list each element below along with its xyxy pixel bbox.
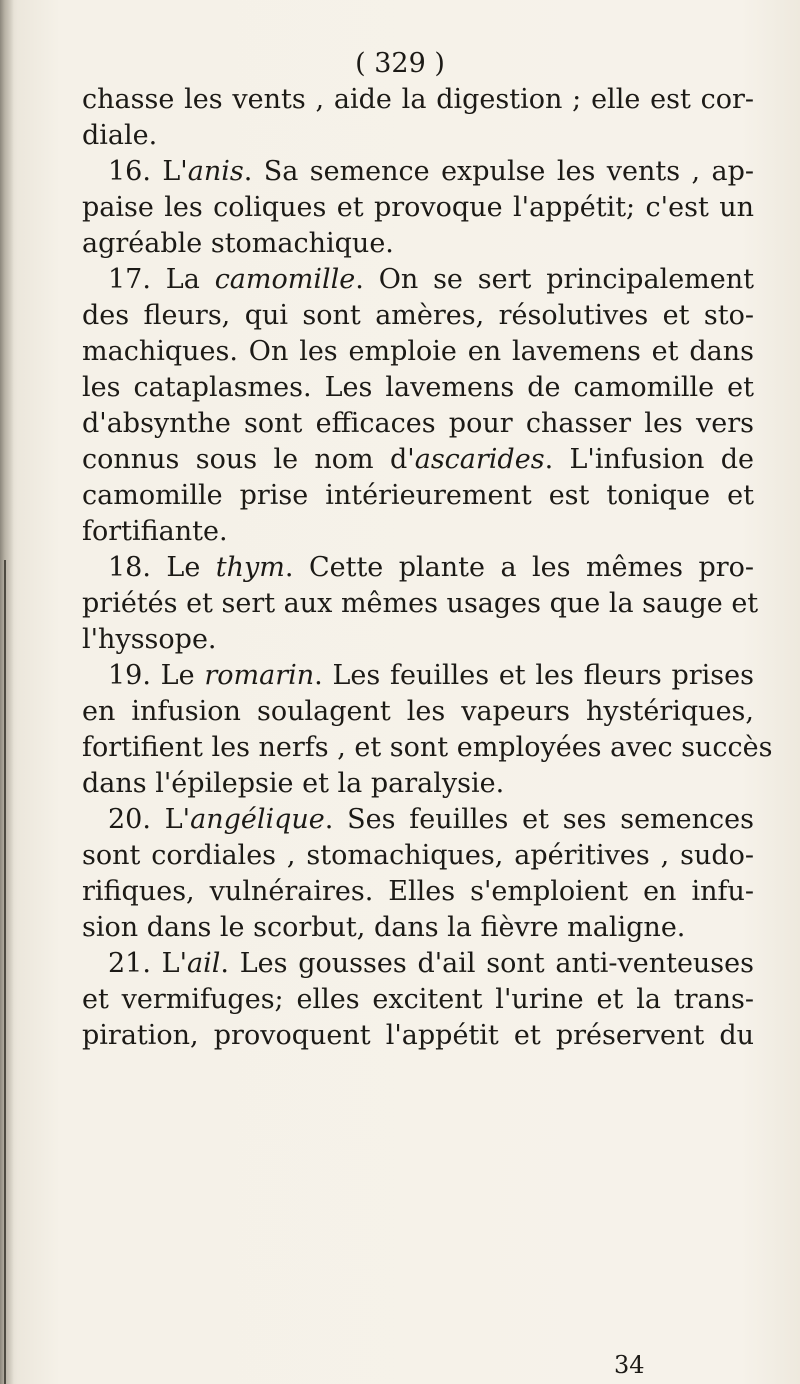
page-number: ( 329 ) <box>355 48 445 79</box>
text-line: piration, provoquent l'appétit et préservent du <box>82 1020 754 1051</box>
text-line: l'hyssope. <box>82 624 217 655</box>
text-line: rifiques, vulnéraires. Elles s'emploient en infu- <box>82 876 754 907</box>
text-line: camomille prise intérieurement est tonique et <box>82 480 754 511</box>
text-line: 16. L'anis. Sa semence expulse les vents , ap- <box>108 156 754 187</box>
text-line: paise les coliques et provoque l'appétit; c'est un <box>82 192 754 223</box>
text-line: chasse les vents , aide la digestion ; elle est cor- <box>82 84 754 115</box>
text-line: sont cordiales , stomachiques, apéritives , sudo- <box>82 840 754 871</box>
text-line: fortifiante. <box>82 516 228 547</box>
text-line: 17. La camomille. On se sert principalement <box>108 264 754 295</box>
text-line: en infusion soulagent les vapeurs hystériques, <box>82 696 754 727</box>
text-line: connus sous le nom d'ascarides. L'infusion de <box>82 444 754 475</box>
page-edge-line <box>4 560 6 1384</box>
text-line: d'absynthe sont efficaces pour chasser les vers <box>82 408 754 439</box>
text-line: 20. L'angélique. Ses feuilles et ses semences <box>108 804 755 835</box>
signature-mark: 34 <box>614 1351 645 1379</box>
text-line: diale. <box>82 120 158 151</box>
text-line: 21. L'ail. Les gousses d'ail sont anti-venteuses <box>108 948 754 979</box>
text-line: et vermifuges; elles excitent l'urine et la trans- <box>82 984 754 1015</box>
page-gutter-shadow <box>0 0 14 1384</box>
text-line: dans l'épilepsie et la paralysie. <box>82 768 505 799</box>
text-line: machiques. On les emploie en lavemens et dans <box>82 336 754 367</box>
text-line: priétés et sert aux mêmes usages que la sauge et <box>82 588 759 619</box>
text-line: des fleurs, qui sont amères, résolutives et sto- <box>82 300 754 331</box>
text-line: sion dans le scorbut, dans la fièvre maligne. <box>82 912 686 943</box>
text-line: 19. Le romarin. Les feuilles et les fleurs prises <box>108 660 754 691</box>
text-line: 18. Le thym. Cette plante a les mêmes pro- <box>108 552 755 583</box>
text-line: les cataplasmes. Les lavemens de camomille et <box>82 372 754 403</box>
text-line: fortifient les nerfs , et sont employées avec succès <box>82 732 773 763</box>
text-line: agréable stomachique. <box>82 228 394 259</box>
